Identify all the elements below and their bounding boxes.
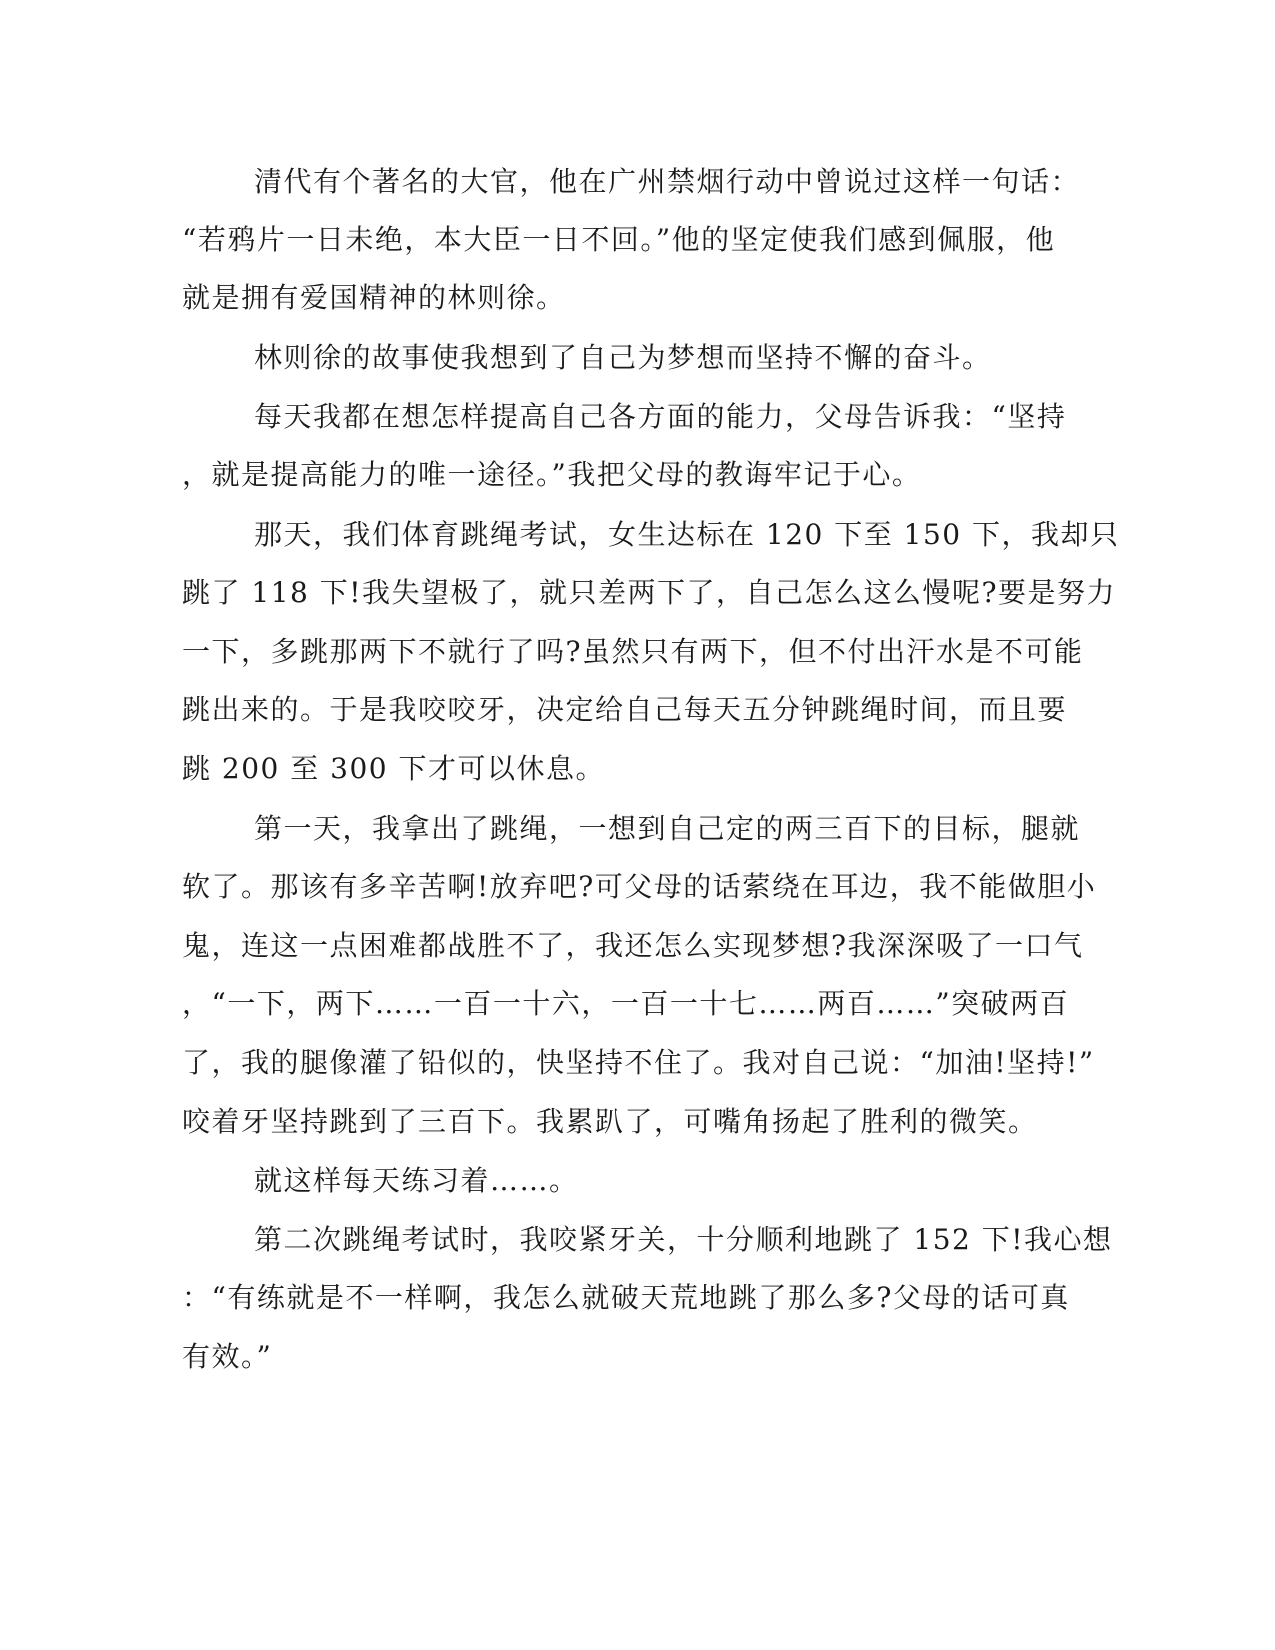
text-line: 跳 200 至 300 下才可以休息。 — [182, 752, 605, 785]
text-line: 有效。” — [182, 1340, 273, 1373]
text-line: 第一天，我拿出了跳绳，一想到自己定的两三百下的目标，腿就 — [254, 812, 1081, 845]
text-line: 一下，多跳那两下不就行了吗?虽然只有两下，但不付出汗水是不可能 — [182, 635, 1084, 668]
text-line: 林则徐的故事使我想到了自己为梦想而坚持不懈的奋斗。 — [254, 341, 992, 374]
text-line: 就是拥有爱国精神的林则徐。 — [182, 281, 566, 314]
text-line: 咬着牙坚持跳到了三百下。我累趴了，可嘴角扬起了胜利的微笑。 — [182, 1105, 1038, 1138]
text-line: 每天我都在想怎样提高自己各方面的能力，父母告诉我：“坚持 — [254, 400, 1067, 433]
text-line: 跳了 118 下!我失望极了，就只差两下了，自己怎么这么慢呢?要是努力 — [182, 576, 1117, 609]
text-line: 鬼，连这一点困难都战胜不了，我还怎么实现梦想?我深深吸了一口气 — [182, 929, 1084, 962]
text-line: 那天，我们体育跳绳考试，女生达标在 120 下至 150 下，我却只 — [254, 518, 1120, 551]
text-line: 跳出来的。于是我咬咬牙，决定给自己每天五分钟跳绳时间，而且要 — [182, 693, 1068, 726]
text-line: 就这样每天练习着……。 — [254, 1164, 579, 1197]
text-line: ：“有练就是不一样啊，我怎么就破天荒地跳了那么多?父母的话可真 — [182, 1281, 1070, 1314]
text-line: 第二次跳绳考试时，我咬紧牙关，十分顺利地跳了 152 下!我心想 — [254, 1223, 1113, 1256]
text-line: ，“一下，两下……一百一十六，一百一十七……两百……”突破两百 — [182, 987, 1070, 1020]
text-line: 清代有个著名的大官，他在广州禁烟行动中曾说过这样一句话： — [254, 165, 1081, 198]
text-line: 软了。那该有多辛苦啊!放弃吧?可父母的话萦绕在耳边，我不能做胆小 — [182, 870, 1097, 903]
text-line: ，就是提高能力的唯一途径。”我把父母的教诲牢记于心。 — [182, 458, 922, 491]
text-line: “若鸦片一日未绝，本大臣一日不回。”他的坚定使我们感到佩服，他 — [182, 223, 1056, 256]
text-line: 了，我的腿像灌了铅似的，快坚持不住了。我对自己说：“加油!坚持!” — [182, 1046, 1095, 1079]
